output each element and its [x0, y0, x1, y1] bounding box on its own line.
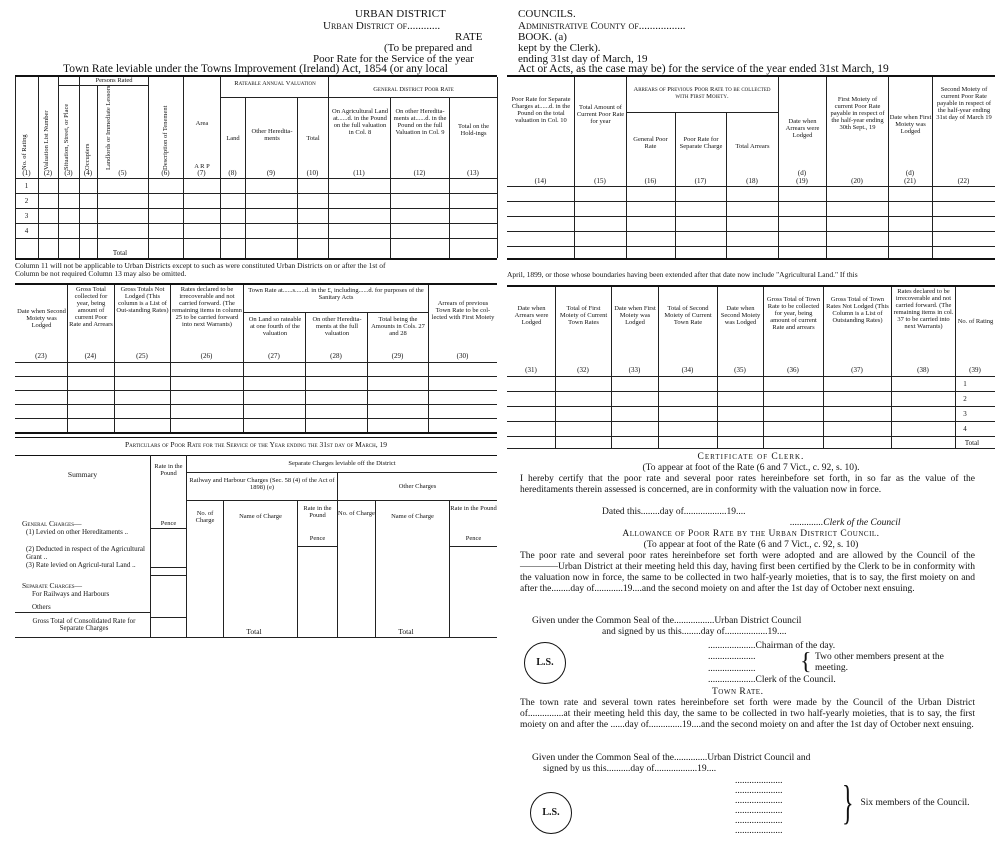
particulars-total-2: Total — [398, 627, 414, 636]
col-number: (27) — [268, 352, 280, 360]
col-number: (6) — [161, 169, 170, 177]
general-district-poor-rate-head: General District Poor Rate — [373, 86, 454, 93]
rate-in-pound-head-1: Rate in the Pound — [303, 505, 332, 519]
col-irrecoverable-town: Rates declared to be irrecoverable and not carried forward. (The remaining items in col. 37 to be carried into next Warrants) — [893, 288, 954, 330]
header-kept-by-clerk: kept by the Clerk). — [518, 42, 601, 54]
col-number: (24) — [84, 352, 97, 360]
col-number: (10) — [306, 169, 319, 177]
row-number: 2 — [963, 395, 967, 403]
mid-right-total-label: Total — [964, 439, 980, 447]
col-number: (29) — [391, 352, 404, 360]
col-number: (2) — [43, 169, 53, 177]
row-number: 4 — [24, 227, 29, 235]
general-charge-2: (2) Deducted in respect of the Agricultural Grant .. — [26, 545, 145, 561]
rate-in-pound-head-2: Rate in the Pound — [450, 505, 497, 512]
header-poor-rate-service: Poor Rate for the Service of the year — [313, 53, 474, 65]
no-charge-head-2: No. of Charge — [338, 510, 375, 517]
col-date-arrears-lodged-town: Date when Arrears were Lodged — [514, 305, 549, 326]
header-act-line: Act or Acts, as the case may be) for the service of the year ended 31st March, 19 — [518, 63, 889, 75]
col-first-moiety: First Moiety of current Poor Rate payable in respect of the half-year ending 30th Sept., 19 — [830, 96, 885, 131]
row-number: 4 — [963, 425, 967, 433]
seal-ls-1: L.S. — [524, 642, 566, 684]
col-landlords: Landlords or Immediate Lessors — [105, 85, 112, 170]
rule — [507, 285, 995, 287]
col-other-hereditaments: On other Heredita-ments at......d. in the Pound on the full Valuation in Col. 9 — [393, 108, 447, 136]
rule — [15, 432, 497, 434]
col-agri-land: On Agricultural Land at......d. in the Pound on the full valuation in Col. 8 — [332, 108, 388, 136]
separate-charges-head: Separate Charges leviable off the District — [288, 460, 396, 467]
row-number: 1 — [963, 380, 967, 388]
col-d-mark: (d) — [797, 169, 807, 177]
rule — [15, 283, 497, 285]
allowance-signed: and signed by us this........day of..................19.... — [602, 627, 787, 637]
col-poor-rate-separate: Poor Rate for Separate Charges at......d. in the Pound on the total valuation in Col. 10 — [511, 96, 571, 124]
col-d-mark: (d) — [905, 169, 915, 177]
col-number: (22) — [957, 177, 970, 185]
col-number: (7) — [197, 169, 206, 177]
col-number: (20) — [851, 177, 863, 185]
col-arrears-town-rate: Arrears of previous Town Rate to be col-lected with First Moiety — [431, 300, 495, 321]
summary-head: Summary — [67, 470, 98, 479]
separate-others: Others — [32, 603, 51, 611]
col-date-first-moiety: Date when First Moiety was Lodged — [889, 114, 932, 135]
col-separate-charge: Poor Rate for Separate Charge — [679, 136, 723, 150]
arrears-head: Arrears of Previous Poor Rate to be collected with First Moiety. — [633, 86, 771, 100]
allowance-dots: .................... — [708, 664, 756, 674]
col-number: (1) — [22, 169, 31, 177]
col-number: (14) — [534, 177, 547, 185]
col-general-poor-rate: General Poor Rate — [633, 136, 668, 150]
col-situation: Situation, Street, or Place — [63, 103, 70, 170]
col-number: (34) — [681, 366, 694, 374]
col-number: (32) — [577, 366, 589, 374]
row-number: 1 — [24, 182, 29, 190]
col-number: (9) — [266, 169, 276, 177]
pence-label: Pence — [160, 520, 177, 527]
town-rate-title: Town Rate. — [712, 687, 764, 697]
col-no-rating-right: No. of Rating — [957, 318, 994, 325]
col-land: Land — [226, 135, 240, 142]
header-title-left: URBAN DISTRICT — [355, 8, 446, 20]
header-urban-district-of: Urban District of............ — [323, 20, 441, 32]
pence-label: Pence — [465, 535, 482, 542]
header-prepared: (To be prepared and — [384, 42, 473, 54]
col-no-rating: No. of Rating — [21, 134, 28, 170]
allowance-chairman: ....................Chairman of the day. — [708, 641, 836, 651]
general-charge-1: (1) Levied on other Hereditaments .. — [26, 528, 129, 536]
row-number: 3 — [963, 410, 967, 418]
certificate-title: Certificate of Clerk. — [697, 452, 805, 462]
col-number: (35) — [734, 366, 746, 374]
rule — [507, 258, 995, 260]
rule — [507, 75, 995, 77]
rule — [15, 437, 497, 438]
col-number: (3) — [64, 169, 73, 177]
col-total-current: Total Amount of Current Poor Rate for year — [576, 104, 625, 125]
col-number: (26) — [200, 352, 213, 360]
other-charges-head: Other Charges — [398, 483, 437, 490]
persons-rated-head: Persons Rated — [95, 77, 133, 84]
certificate-sub: (To appear at foot of the Rate (6 and 7 Vict., c. 92, s. 10). — [642, 463, 860, 473]
rule — [15, 455, 497, 456]
col-number: (36) — [787, 366, 799, 374]
col-number: (33) — [628, 366, 641, 374]
rateable-valuation-head: Rateable Annual Valuation — [234, 80, 316, 87]
col-gross-total-collected: Gross Total collected for year, being amount of current Poor Rate and Arrears — [69, 286, 113, 328]
allowance-given: Given under the Common Seal of the.................Urban District Council — [532, 616, 802, 626]
brace-icon: } — [842, 776, 854, 829]
col-number: (21) — [904, 177, 916, 185]
railway-harbour-head: Railway and Harbour Charges (Sec. 58 (4) of the Act of 1898) (e) — [189, 477, 335, 491]
general-charges-label: General Charges— — [22, 519, 82, 528]
col-number: (37) — [851, 366, 863, 374]
col-number: (5) — [118, 169, 127, 177]
col-irrecoverable: Rates declared to be irrecoverable and not carried forward. (The remaining items in column 25 to be carried forward into next Warrants) — [172, 286, 242, 328]
header-town-rate-line: Town Rate leviable under the Towns Improvement (Ireland) Act, 1854 (or any local — [63, 63, 448, 75]
pence-label: Pence — [309, 535, 326, 542]
col-on-other: On other Heredita-ments at the full valuation — [312, 316, 362, 337]
col-area: Area — [195, 120, 209, 127]
col-total: Total — [306, 135, 320, 142]
col-date-arrears-lodged: Date when Arrears were Lodged — [785, 118, 820, 139]
col-number: (25) — [136, 352, 148, 360]
note-line-left: Column 11 will not be applicable to Urban Districts except to such as were constituted Urban Districts on or after the 1st of — [15, 262, 386, 270]
col-first-moiety-town: Total of First Moiety of Current Town Rates — [559, 305, 608, 326]
col-number: (17) — [694, 177, 707, 185]
particulars-total-1: Total — [246, 627, 262, 636]
col-second-moiety-town: Total of Second Moiety of Current Town Rate — [664, 305, 712, 326]
col-number: (30) — [456, 352, 469, 360]
certificate-clerk: ..............Clerk of the Council — [790, 518, 901, 528]
row-number: 3 — [24, 212, 29, 220]
col-number: (19) — [796, 177, 808, 185]
rate-pound-head: Rate in the Pound — [154, 463, 183, 477]
separate-charges-label: Separate Charges— — [22, 581, 83, 590]
allowance-text: The poor rate and several poor rates hereinbefore set forth were adopted and are allowed by the Council of the————Urban District at their meeting held this day, having first been certified by the Clerk to be in conformity with the valuation now in force, the same to be collected in two half-yearly moieties, that is to say, the first moiety on and after the........day of............19....and the second moiety on and after the 1st day of October next ensuing. — [520, 551, 975, 594]
col-number: (15) — [594, 177, 606, 185]
allowance-clerk: ....................Clerk of the Council. — [708, 675, 836, 685]
name-charge-head-2: Name of Charge — [391, 513, 434, 520]
col-other-hered: Other Heredita-ments — [251, 128, 293, 142]
col-number: (11) — [353, 169, 365, 177]
col-date-second-town: Date when Second Moiety was Lodged — [720, 305, 761, 326]
col-number: (31) — [525, 366, 537, 374]
allowance-two-other: Two other members present at the meeting. — [815, 652, 944, 673]
col-number: (23) — [35, 352, 47, 360]
col-gross-not-lodged-town: Gross Total of Town Rates Not Lodged (This Column is a List of Outstanding Rates) — [826, 296, 889, 324]
col-valuation-list: Valuation List Number — [43, 110, 50, 170]
col-occupiers: Occupiers — [84, 143, 91, 170]
header-ending: ending 31st day of March, 19 — [518, 53, 648, 65]
name-charge-head-1: Name of Charge — [239, 513, 282, 520]
note-line-left-2: Column be not required Column 13 may also be omitted. — [15, 269, 187, 278]
town-rate-text: The town rate and several town rates hereinbefore set forth were made by the Council of the Urban District of...............at their meeting held this day, the same to be collected in two half-yearly moieties, that is to say, the first moiety on and after the ......day of..............19....and the second moiety on and after the 1st day of October next ensuing. — [520, 698, 975, 730]
top-left-total-label: Total — [112, 249, 128, 257]
col-second-moiety: Second Moiety of current Poor Rate payable in respect of the half-year ending 31st day of March 19 — [936, 86, 992, 121]
col-number: (8) — [228, 169, 237, 177]
col-number: (38) — [917, 366, 929, 374]
col-total-holdings: Total on the Hold-ings — [458, 123, 489, 137]
col-number: (16) — [644, 177, 657, 185]
col-date-first-town: Date when First Moiety was Lodged — [614, 305, 656, 326]
col-number: (28) — [330, 352, 342, 360]
town-rate-six-members: Six members of the Council. — [860, 798, 970, 808]
col-arp: A R P — [194, 163, 210, 170]
header-rate: RATE — [455, 31, 483, 43]
certificate-dated: Dated this........day of..................19.... — [602, 507, 746, 517]
header-book: BOOK. (a) — [518, 31, 567, 43]
col-number: (18) — [746, 177, 758, 185]
col-number: (4) — [83, 169, 93, 177]
note-line-right: April, 1899, or those whose boundaries having been extended after that date now include "Agricultural Land." If this — [507, 271, 858, 279]
town-rate-head: Town Rate at......s......d. in the £, including......d. for purposes of the Sanitary Acts — [248, 287, 424, 301]
col-gross-not-lodged: Gross Totals Not Lodged (This column is a List of Out-standing Rates) — [116, 286, 169, 314]
col-total-amounts: Total being the Amounts in Cols. 27 and 28 — [371, 316, 425, 337]
particulars-title: Particulars of Poor Rate for the Service of the Year ending the 31st day of March, 19 — [125, 440, 387, 449]
general-charge-3: (3) Rate levied on Agricul-tural Land .. — [26, 561, 136, 569]
certificate-text: I hereby certify that the poor rate and several poor rates hereinbefore set forth, in so far as the value of the hereditaments therein assessed is concerned, are in conformity with the valuation now in force. — [520, 474, 975, 495]
col-number: (12) — [413, 169, 426, 177]
col-on-land: On Land so rateable at one fourth of the valuation — [248, 316, 302, 337]
col-description: Description of Tenement — [162, 105, 169, 170]
allowance-dots: .................... — [708, 652, 756, 662]
col-total-arrears: Total Arrears — [735, 143, 770, 150]
header-admin-county: Administrative County of................. — [518, 20, 686, 32]
col-number: (39) — [969, 366, 981, 374]
rule — [15, 258, 497, 260]
col-gross-town-rate: Gross Total of Town Rate to be collected for year, being amount of current Rate and arrears — [766, 296, 821, 331]
separate-railways: For Railways and Harbours — [32, 590, 110, 598]
seal-ls-2: L.S. — [530, 792, 572, 834]
town-rate-given: Given under the Common Seal of the..............Urban District Council and — [532, 753, 811, 763]
brace-icon: { — [800, 649, 812, 675]
town-rate-signed: signed by us this..........day of..................19.... — [543, 764, 717, 774]
col-date-second-moiety: Date when Second Moiety was Lodged — [17, 308, 66, 329]
col-number: (13) — [467, 169, 479, 177]
header-title-right: COUNCILS. — [518, 8, 576, 20]
allowance-title: Allowance of Poor Rate by the Urban District Council. — [622, 529, 880, 539]
gross-total-consolidated: Gross Total of Consolidated Rate for Separate Charges — [32, 617, 136, 632]
row-number: 2 — [24, 197, 29, 205]
no-charge-head-1: No. of Charge — [195, 510, 215, 524]
allowance-sub: (To appear at foot of the Rate (6 and 7 Vict., c. 92, s. 10) — [643, 540, 859, 550]
